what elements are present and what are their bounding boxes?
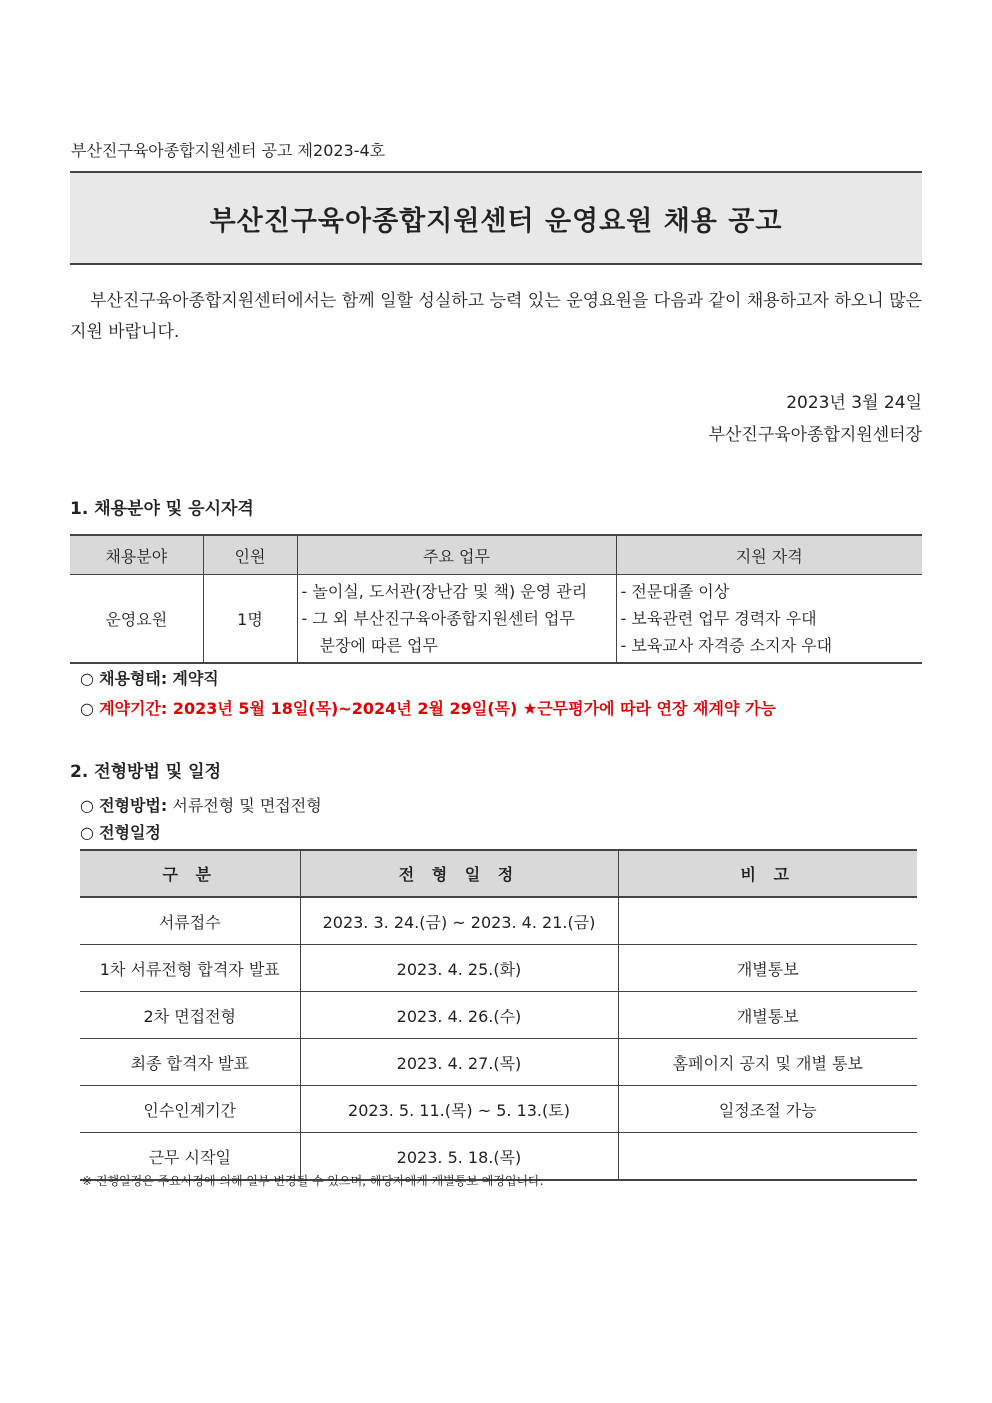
employment-type-label: 채용형태: xyxy=(99,669,168,688)
header-field: 채용분야 xyxy=(70,535,203,575)
table-row xyxy=(70,575,922,664)
header-note: 비 고 xyxy=(618,850,917,897)
note-cell xyxy=(618,897,917,945)
selection-method xyxy=(80,793,322,816)
method-label: 전형방법: xyxy=(99,796,168,815)
date-cell: 2023. 5. 11.(목) ~ 5. 13.(토) xyxy=(300,1086,618,1133)
qualifications-cell xyxy=(616,575,922,664)
circle-bullet-icon: ○ xyxy=(80,699,94,718)
count-cell: 1명 xyxy=(203,575,297,664)
header-count: 인원 xyxy=(203,535,297,575)
table-row xyxy=(80,1039,917,1086)
item-cell: 2차 면접전형 xyxy=(80,992,300,1039)
method-value: 서류전형 및 면접전형 xyxy=(172,796,322,815)
table-row xyxy=(80,897,917,945)
field-cell: 운영요원 xyxy=(70,575,203,664)
schedule-table xyxy=(80,849,917,1181)
duty-line: 분장에 따른 업무 xyxy=(319,636,438,655)
item-cell: 근무 시작일 xyxy=(80,1133,300,1181)
header-date: 전 형 일 정 xyxy=(300,850,618,897)
footnote: ※ 진행일정은 주요사정에 의해 일부 변경될 수 있으며, 해당자에게 개별통보 예정입니다. xyxy=(82,1174,544,1188)
date-cell: 2023. 4. 27.(목) xyxy=(300,1039,618,1086)
intro-paragraph: 부산진구육아종합지원센터에서는 함께 일할 성실하고 능력 있는 운영요원을 다음과 같이 채용하고자 하오니 많은 지원 바랍니다. xyxy=(70,291,922,342)
item-cell: 최종 합격자 발표 xyxy=(80,1039,300,1086)
duty-line: - 놀이실, 도서관(장난감 및 책) 운영 관리 xyxy=(301,582,588,601)
note-cell: 개별통보 xyxy=(618,992,917,1039)
date-cell: 2023. 5. 18.(목) xyxy=(300,1133,618,1181)
announcement-date: 2023년 3월 24일 xyxy=(786,393,922,413)
signer: 부산진구육아종합지원센터장 xyxy=(708,425,922,445)
section1-title: 1. 채용분야 및 응시자격 xyxy=(70,499,254,519)
table-row xyxy=(80,1086,917,1133)
circle-bullet-icon: ○ xyxy=(80,823,94,842)
employment-type xyxy=(80,666,219,689)
section2-title: 2. 전형방법 및 일정 xyxy=(70,762,221,782)
header-item: 구 분 xyxy=(80,850,300,897)
qualification-line: - 전문대졸 이상 xyxy=(620,582,730,601)
header-duties: 주요 업무 xyxy=(297,535,616,575)
date-cell: 2023. 4. 25.(화) xyxy=(300,945,618,992)
circle-bullet-icon: ○ xyxy=(80,796,94,815)
duty-line: - 그 외 부산진구육아종합지원센터 업무 xyxy=(301,609,575,628)
qualification-line: - 보육관련 업무 경력자 우대 xyxy=(620,609,817,628)
page-title: 부산진구육아종합지원센터 운영요원 채용 공고 xyxy=(70,171,922,265)
selection-schedule xyxy=(80,820,161,843)
note-cell: 일정조절 가능 xyxy=(618,1086,917,1133)
table-header-row xyxy=(70,535,922,575)
notice-number: 부산진구육아종합지원센터 공고 제2023-4호 xyxy=(71,141,386,160)
item-cell: 1차 서류전형 합격자 발표 xyxy=(80,945,300,992)
note-cell: 홈페이지 공지 및 개별 통보 xyxy=(618,1039,917,1086)
contract-period-text: 계약기간: 2023년 5월 18일(목)~2024년 2월 29일(목) ★근무평가에 따라 연장 재계약 가능 xyxy=(99,699,776,718)
date-cell: 2023. 4. 26.(수) xyxy=(300,992,618,1039)
recruitment-table xyxy=(70,534,922,664)
schedule-label: 전형일정 xyxy=(99,823,161,842)
note-cell xyxy=(618,1133,917,1181)
circle-bullet-icon: ○ xyxy=(80,669,94,688)
qualification-line: - 보육교사 자격증 소지자 우대 xyxy=(620,636,833,655)
table-row xyxy=(80,992,917,1039)
note-cell: 개별통보 xyxy=(618,945,917,992)
employment-type-value: 계약직 xyxy=(172,669,219,688)
item-cell: 인수인계기간 xyxy=(80,1086,300,1133)
header-qualifications: 지원 자격 xyxy=(616,535,922,575)
duties-cell xyxy=(297,575,616,664)
contract-period xyxy=(80,696,776,719)
date-cell: 2023. 3. 24.(금) ~ 2023. 4. 21.(금) xyxy=(300,897,618,945)
table-header-row xyxy=(80,850,917,897)
item-cell: 서류접수 xyxy=(80,897,300,945)
table-row xyxy=(80,945,917,992)
